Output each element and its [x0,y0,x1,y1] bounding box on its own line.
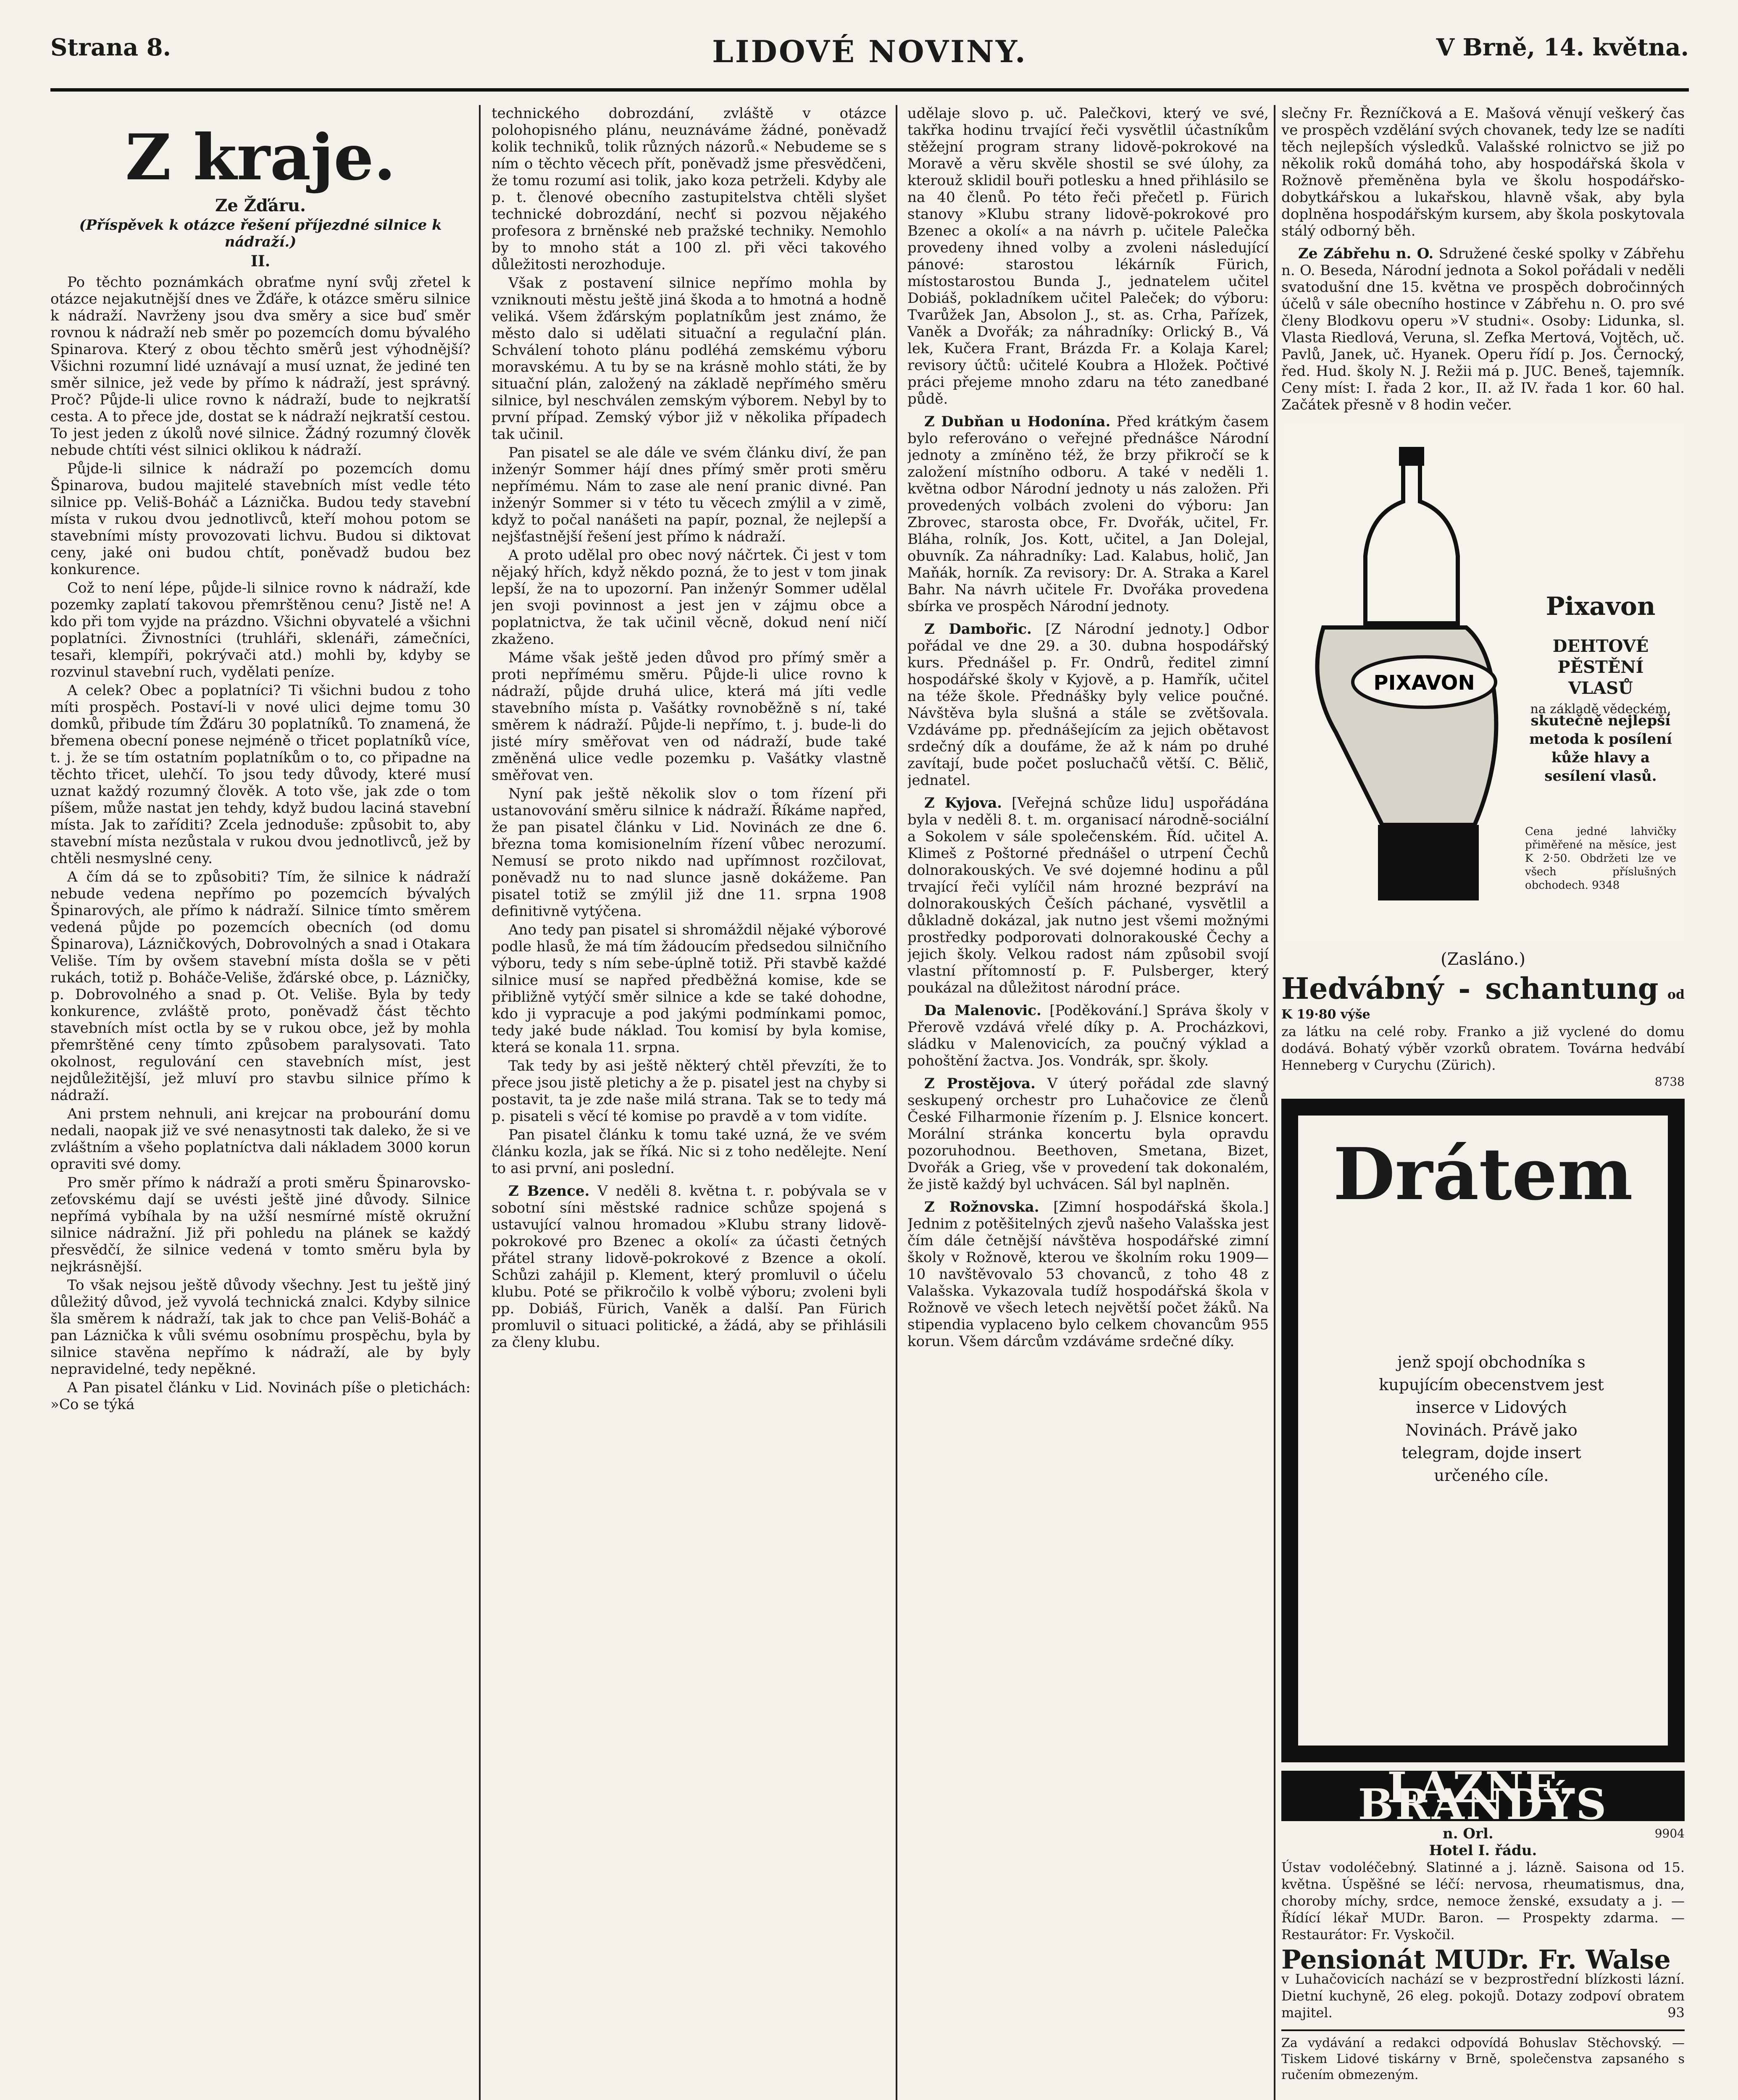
paragraph: Nyní pak ještě několik slov o tom řízení při ustanovování směru silnice k nádraží. Říkáme napřed, že pan pisatel článku v Lid. Novinách ze dne 6. března toma komisionelním řízení vůbec nerozumí. Nemusí se proto nikdo nad upřímnost rozčilovat, poněvadž nu to nad slunce jasně dokážeme. Pan pisatel totiž se zmýlil již dne 11. srpna 1908 definitivně vytýčena. [492,785,886,920]
lazne-sub [1281,1825,1685,1842]
column-divider [479,105,481,2100]
news-brief [907,1075,1269,1193]
dratem-word: Drátem [1333,1132,1633,1216]
brief-text: Před krátkým časem bylo referováno o veřejné přednášce Národní jednoty a zmíněno též, že brzy přikročí se k založení místního odboru. A také v neděli 1. května odbor Národní jednoty u nás založen. Při provedených volbách zvoleni do výboru: Jan Zbrovec, starosta obce, Fr. Dvořák, učitel, Fr. Bláha, rolník, Jos. Kott, učitel, a Jan Dolejal, obuvník. Za náhradníky: Lad. Kalabus, holič, Jan Maňák, horník. Za revisory: Dr. A. Straka a Karel Bahr. Na návrh učitele Fr. Dvořáka provedena sbírka ve prospěch Národní jednoty. [907,413,1269,615]
paragraph: To však nejsou ještě důvody všechny. Jest tu ještě jiný důležitý důvod, jež vyvolá technická znalci. Kdyby silnice šla směrem k nádraží, tak jak to chce pan Veliš-Boháč a pan Láznička k vůli svému osobnímu prospěchu, byla by silnice stavěna nepřímo k nádraží, ale by byly nepravidelné, tedy nepěkné. [50,1277,471,1378]
news-brief [907,413,1269,615]
paragraph: Máme však ještě jeden důvod pro přímý směr a proti nepřímému směru. Půjde-li ulice rovno k nádraží, půjde druhá ulice, která má jíti vedle stavebního místa p. Vašátky rovnoběžně s ní, také směrem k nádraží. Půjde-li nepřímo, t. j. bude-li do jisté míry směřovat ven od nádraží, bude také změněná ulice vedle pozemku p. Vašátky vlastně směřovat ven. [492,649,886,784]
ad-number: 9904 [1654,1827,1685,1840]
paragraph: Pan pisatel článku k tomu také uzná, že ve svém článku kozla, jak se říká. Nic si z toho nedělejte. Není to asi první, ani poslední. [492,1126,886,1177]
news-brief [907,621,1269,789]
section-title: Z kraje. [125,121,396,194]
paragraph: slečny Fr. Řezníčková a E. Mašová věnují veškerý čas ve prospěch vzdělání svých chovanek, tedy lze se nadíti těch nejlepších výsledků. Valašské rolnictvo se již po několik roků domáhá toho, aby hospodářská škola v Rožnově přeměněna byla ve školu hospodářsko-dobytkářskou a lukařskou, hlavně však, aby byla doplněna hospodářským kursem, aby škola poskytovala stálý odborný běh. [1281,105,1685,239]
column-1 [50,105,471,2100]
lazne-brandys-banner: LÁZNĚ-BRANDÝS [1281,1771,1685,1821]
brief-place: Z Rožnovska. [924,1199,1039,1215]
news-brief [1281,245,1685,413]
pension-text-body: v Luhačovicích nachází se v bezprostřední blízkosti lázní. Dietní kuchyně, 26 eleg. pokojů. Dotazy zodpoví obratem majitel. [1281,1971,1685,2021]
pixavon-claim: skutečně nejlepší metoda k posílení kůže hlavy a sesílení vlasů. [1529,712,1672,785]
news-brief [492,1183,886,1351]
paragraph: Tak tedy by asi ještě některý chtěl převzíti, že to přece jsou jistě pletichy a že p. pisatel jest na chyby si postavit, ta je zde naše milá strana. Tak se to tedy má p. pisateli s věcí té komise po pravdě a v tom vidíte. [492,1058,886,1125]
article-heading: Ze Žďáru. [215,196,306,215]
newspaper-title: LIDOVÉ NOVINY. [712,34,1027,69]
article-subtitle: (Příspěvek k otázce řešení příjezdné silnice k nádraží.) [79,217,442,250]
paragraph: A čím dá se to způsobiti? Tím, že silnice k nádraží nebude vedena nepřímo po pozemcích bývalých Špinarových, ale přímo k nádraží. Silnice tímto směrem vedená půjde po pozemcích obecních (od domu Špinarova), Lázničkových, Dobrovolných a snad i Otakara Veliše. Tím by ovšem stavební místa došla se v pěti rukách, totiž p. Boháče-Veliše, žďárské obce, p. Lázničky, p. Dobrovolného a snad p. Ot. Veliše. Byla by tedy konkurence, zvláště proto, poněvadž část těchto stavebních míst octla by se v rukou obce, jež by mohla přemrštěné ceny tímto způsobem paralysovati. Tato okolnost, regulování cen stavebních míst, jest nejdůležitější, jež mluví pro stavbu silnice přímo k nádraží. [50,869,471,1104]
pixavon-price-text: Cena jedné lahvičky přiměřené na měsíce, jest K 2·50. Obdržeti lze ve všech příslušných obchodech. [1525,825,1676,892]
brief-text: [Veřejná schůze lidu] uspořádána byla v neděli 8. t. m. organisací národně-sociální a Sokolem v sále společenském. Říd. učitel A. Klimeš z Poštorné přednášel o utrpení Čechů dolnorakouských. Ve své dojemné hodinu a půl trvající řeči vylíčil nám hrozné bezpráví na dolnorakouských Češích páchané, vysvětlil a důkladně dokázal, jak nutno jest všemi možnými prostředky podporovati dolnorakouské Čechy a jejich školy. Velkou radost nám způsobil svojí vlastní přítomností p. F. Pulsberger, který poukázal na důležitost národní práce. [907,795,1269,996]
news-brief [907,795,1269,996]
masthead [50,25,1689,92]
brief-text: [Zimní hospodářská škola.] Jednim z potěšitelných zjevů našeho Valašska jest čím dále četnější návštěva hospodářské zimní školy v Rožnově, kterou ve školním roku 1909—10 navštěvovalo 53 chovanců, z toho 48 z Valašska. Vykazovala tudíž hospodářská škola v Rožnově ve všech letech největší počet žáků. Na stipendia vyplaceno bylo celkem chovancům 955 korun. Všem dárcům vzdáváme srdečné díky. [907,1199,1269,1350]
paragraph: udělaje slovo p. uč. Palečkovi, který ve své, takřka hodinu trvající řeči vysvětlil účastníkům stěžejní program strany lidově-pokrokové na Moravě a věru skvěle shostil se své úlohy, za kterouž sklidil bouři potlesku a hned přihlásilo se na 40 členů. Po této řeči přečetl p. Fürich stanovy »Klubu strany lidově-pokrokové pro Bzenec a okolí« a na návrh p. učitele Palečka provedeny ihned volby a zvoleni následující pánové: starostou lékárník Fürich, místostarostou Bunda J., jednatelem učitel Dobiáš, pokladníkem učitel Paleček; do výboru: Tvarůžek Jan, Absolon J., st. as. Crha, Pařízek, Vaněk a Dvořák; za náhradníky: Orlický B., Vá lek, Kučera Frant, Brázda Fr. a Kolaja Karel; revisory účtů: učitelé Koubra a Hložek. Počtivé práci přejeme mnoho zdaru na této zanedbané půdě. [907,105,1269,407]
lazne-location: n. Orl. [1443,1825,1493,1842]
pixavon-price [1525,825,1676,892]
lazne-hotel: Hotel I. řádu. [1429,1842,1537,1859]
brief-text: V úterý pořádal zde slavný seskupený orchestr pro Luhačovice ze členů České Filharmonie řízením p. J. Elsnice koncert. Morální stránka koncertu byla opravdu pozoruhodnou. Beethoven, Smetana, Bizet, Dvořák a Grieg, vše v provedení tak dokonalém, že jistě každý byl uchvácen. Sál byl naplněn. [907,1075,1269,1193]
brief-place: Z Prostějova. [924,1075,1036,1092]
pixavon-title: Pixavon [1546,592,1656,621]
brief-place: Z Bzence. [508,1183,590,1200]
hedvab-price: od K 19·80 výše [1281,987,1685,1022]
brief-place: Z Dambořic. [924,621,1032,638]
brief-text: V neděli 8. května t. r. pobývala se v sobotní síni městské radnice schůze spojená s ustavující valnou hromadou »Klubu strany lidově-pokrokové pro Bzenec a okolí« za účasti četných přátel strany lidově-pokrokové z Bzence a okolí. Schůzi zahájil p. Klement, který promluvil o účelu klubu. Poté se přikročilo k volbě výboru; zvoleni byli pp. Dobiáš, Fürich, Vaněk a další. Pan Fürich promluvil o situaci politické, a žádá, aby se přihlásili za členy klubu. [492,1183,886,1351]
pixavon-label: PIXAVON [1373,671,1475,695]
brief-text: [Z Národní jednoty.] Odbor pořádal ve dne 29. a 30. dubna hospodářský kurs. Přednášel p. Fr. Ondrů, ředitel zimní hospodářské školy v Kyjově, a p. Hamřík, učitel na téže škole. Přednášky byly velice poučné. Návštěva byla slušná a stále se zvětšovala. Vzdáváme pp. přednášejícím za jejich obětavost srdečný dík a doufáme, že až k nám po druhé zavítají, bude počet posluchačů větší. C. Bělič, jednatel. [907,621,1269,789]
column-3 [907,105,1269,2100]
brief-place: Z Dubňan u Hodonína. [924,413,1111,430]
article-part: II. [250,252,271,270]
news-brief [907,1002,1269,1069]
page-number: Strana 8. [50,34,171,61]
pension-text [1281,1971,1685,2021]
pixavon-subtitle [1525,636,1676,720]
lazne-text: Ústav vodoléčebný. Slatinné a j. lázně. Saisona od 15. května. Úspěšné se léčí: nervosa, rheumatismus, dna, choroby míchy, srdce, nemoce ženské, exsudaty a j. — Řídící lékař MUDr. Baron. — Prospekty zdarma. — Restaurátor: Fr. Vyskočil. [1281,1859,1685,1942]
brief-text: Sdružené české spolky v Zábřehu n. O. Beseda, Národní jednota a Sokol pořádali v neděli svatodušní dne 15. května ve prospěch dobročinných účelů v sále obecního hostince v Zábřehu n. O. pro své členy Blodkovu operu »V studni«. Osoby: Lidunka, sl. Vlasta Riedlová, Veruna, sl. Zefka Mertová, Vojtěch, uč. Pavlů, Janek, uč. Hyanek. Operu řídí p. Jos. Černocký, řed. Hud. školy N. J. Režii má p. JUC. Beneš, tajemník. Ceny míst: I. řada 2 kor., II. až IV. řada 1 kor. 60 hal. Začátek přesně v 8 hodin večer. [1281,245,1685,413]
ad-number: 8738 [1654,1075,1685,1089]
news-brief [907,1199,1269,1350]
dratem-text: jenž spojí obchodníka s kupujícím obecenstvem jest inserce v Lidových Novinách. Právě jako telegram, dojde insert určeného cíle. [1379,1353,1604,1485]
paragraph: Půjde-li silnice k nádraží po pozemcích domu Špinarova, budou majitelé stavebních míst vedle této silnice pp. Veliš-Boháč a Láznička. Budou tedy stavební místa v rukou dvou jednotlivců, kteří mohou potom se stavebními místy provozovati lichvu. Budou si diktovat ceny, jaké oni budou chtít, poněvadž budou bez konkurence. [50,460,471,578]
paragraph: A proto udělal pro obec nový náčrtek. Či jest v tom nějaký hřích, když někdo pozná, že to jest v tom jinak lepší, že na to upozorní. Pan inženýr Sommer udělal jen svoji povinnost a jest jen v zájmu obce a poplatnictva, že tak učinil věcně, dokud není ničí zkaženo. [492,547,886,648]
pixavon-subtitle-text: DEHTOVÉ PĚSTĚNÍ VLASŮ [1552,636,1649,698]
paragraph: technického dobrozdání, zvláště v otázce polohopisného plánu, neuznáváme žádné, poněvadž kolik techniků, tolik různých názorů.« Nebudeme se s ním o těchto věcech přít, poněvadž jsme přesvědčeni, že tomu rozumí asi tolik, jako koza petrželi. Kdyby ale p. t. členové obecního zastupitelstva chtěli slyšet technické dobrozdání, nechť si pozvou nějakého profesora z brněnské neb pražské techniky. Nemohlo by to mnoho stát a 100 zl. při věci takového důležitosti nerozhoduje. [492,105,886,273]
paragraph: Pro směr přímo k nádraží a proti směru Špinarovsko-zeťovskému dají se uvésti ještě jiné důvody. Silnice nepřímá vybíhala by na užší nesmírné místě okružní silnice nádražní. Již při pohledu na plánek se každý přesvědčí, že silnice vedená v tomto směru byla by nejkrásnější. [50,1174,471,1275]
hedvab-title: Hedvábný - schantung [1281,971,1659,1006]
column-divider [1274,105,1275,2100]
paragraph: A Pan pisatel článku v Lid. Novinách píše o pletichách: »Co se týká [50,1379,471,1413]
column-4 [1281,105,1685,2100]
imprint-footer: Za vydávání a redakci odpovídá Bohuslav Stěchovský. — Tiskem Lidové tiskárny v Brně, společenstva zapsaného s ručením obmezeným. [1281,2029,1685,2083]
paragraph: Však z postavení silnice nepřímo mohla by vzniknouti městu ještě jiná škoda a to hmotná a hodně veliká. Všem žďárským poplatníkům jest známo, že město dalo si udělati situační a regulační plán. Schválení tohoto plánu podléhá zemskému výboru moravskému. A tu by se na krásně mohlo státi, že by situační plán, založený na základě nepřímého směru silnice, byl neschválen zemským výborem. Nebyl by to první případ. Zemský výbor již v několika případech tak učinil. [492,275,886,443]
paragraph: Ani prstem nehnuli, ani krejcar na probourání domu nedali, naopak již ve své nenasytnosti tak daleko, že si ve zvláštním a všeho poplatníctva dali nákladem 3000 korun opraviti své domy. [50,1105,471,1173]
hedvab-text: za látku na celé roby. Franko a již vyclené do domu dodává. Bohatý výběr vzorků obratem. Továrna hedvábí Henneberg v Curychu (Zürich). [1281,1024,1685,1073]
brief-place: Z Kyjova. [924,795,1002,811]
brief-text: [Poděkování.] Správa školy v Přerově vzdává vřelé díky p. A. Procházkovi, sládku v Malenovicích, za poučný výklad a pohoštění žactva. Jos. Vondrák, spr. školy. [907,1002,1269,1069]
column-divider [896,105,897,2100]
hand-bottle-illustration [1298,447,1525,909]
paragraph: Po těchto poznámkách obraťme nyní svůj zřetel k otázce nejakutnější dnes ve Žďáře, k otázce směru silnice k nádraží. Navrženy jsou dva směry a sice buď směr rovnou k nádraží neb směr po pozemcích domu bývalého Spinarova. Který z obou těchto směrů jest výhodnější? Všichni rozumní lidé uznávají a musí uznat, že jediné ten směr silnice, jež vede by přímo k nádraží, jest správný. Proč? Půjde-li ulice rovno k nádraží, bude to nejkratší cesta. A to přece jde, dostat se k nádraží nejkratší cestou. To jest jeden z úkolů nové silnice. Žádný rozumný člověk nebude chtíti vést silnici oklikou k nádraží. [50,274,471,459]
pixavon-advertisement [1281,422,1685,942]
paragraph: A celek? Obec a poplatníci? Ti všichni budou z toho míti prospěch. Postaví-li v nové ulici dejme tomu 30 domků, přibude tím Žďáru 30 poplatníků. To znamená, že břemena obecní ponese nejméně o třicet poplatníků více, t. j. že se tím ostatním poplatníkům o to, co připadne na těchto třicet, ulehčí. To jsou tedy důvody, které musí uznat každý rozumný člověk. A toto vše, jak zde o tom píšem, může nastat jen tehdy, když budou laciná stavební místa. Jak to zaříditi? Zcela jednoduše: způsobit to, aby stavební místa nezůstala v rukou dvou jednotlivců, jež by chtěli nesmyslné ceny. [50,682,471,867]
pixavon-basis: na základě vědeckém, [1530,702,1671,717]
brief-place: Ze Zábřehu n. O. [1298,245,1434,262]
paragraph: Ano tedy pan pisatel si shromáždil nějaké výborové podle hlasů, že má tím žádoucím předsedou silničního výboru, tedy s ním sebe-úplně totiž. Při stavbě každé silnice musí se napřed předběžná komise, kde se přibližně vytýčí směr silnice a kde se také dohodne, kdo ji vypracuje a pod jakými podmínkami pomoc, tedy jaké bude náklad. Tou komisí by byla komise, která se konala 11. srpna. [492,921,886,1056]
dratem-advertisement [1281,1099,1685,1762]
pension-title: Pensionát MUDr. Fr. Walse [1281,1944,1671,1975]
column-2 [492,105,886,2100]
paragraph: Pan pisatel se ale dále ve svém článku diví, že pan inženýr Sommer hájí dnes přímý směr proti směru nepřímému. Nám to zase ale není pranic divné. Pan inženýr Sommer si v této tu věcech zmýlil a v zimě, když to počal nanášeti na papír, poznal, že nejlepší a nejšťastnější řešení jest přímo k nádraží. [492,444,886,545]
brief-place: Da Malenovic. [924,1002,1041,1019]
ad-number: 9348 [1592,879,1620,892]
issue-date: V Brně, 14. května. [1436,34,1689,61]
hedvab-advertisement [1281,972,1685,1090]
zaslano-label: (Zasláno.) [1441,950,1525,969]
paragraph: Což to není lépe, půjde-li silnice rovno k nádraží, kde pozemky zaplatí takovou přemrštěnou cenu? Jistě ne! A kdo při tom vyjde na prázdno. Všichni obyvatelé a všichni poplatníci. Živnostníci (truhláři, sklenáři, zámečníci, tesaři, klempíři, pokrývači atd.) mohli by, kdyby se rozvinul stavební ruch, vydělati peníze. [50,580,471,680]
ad-number: 93 [1667,2005,1685,2021]
